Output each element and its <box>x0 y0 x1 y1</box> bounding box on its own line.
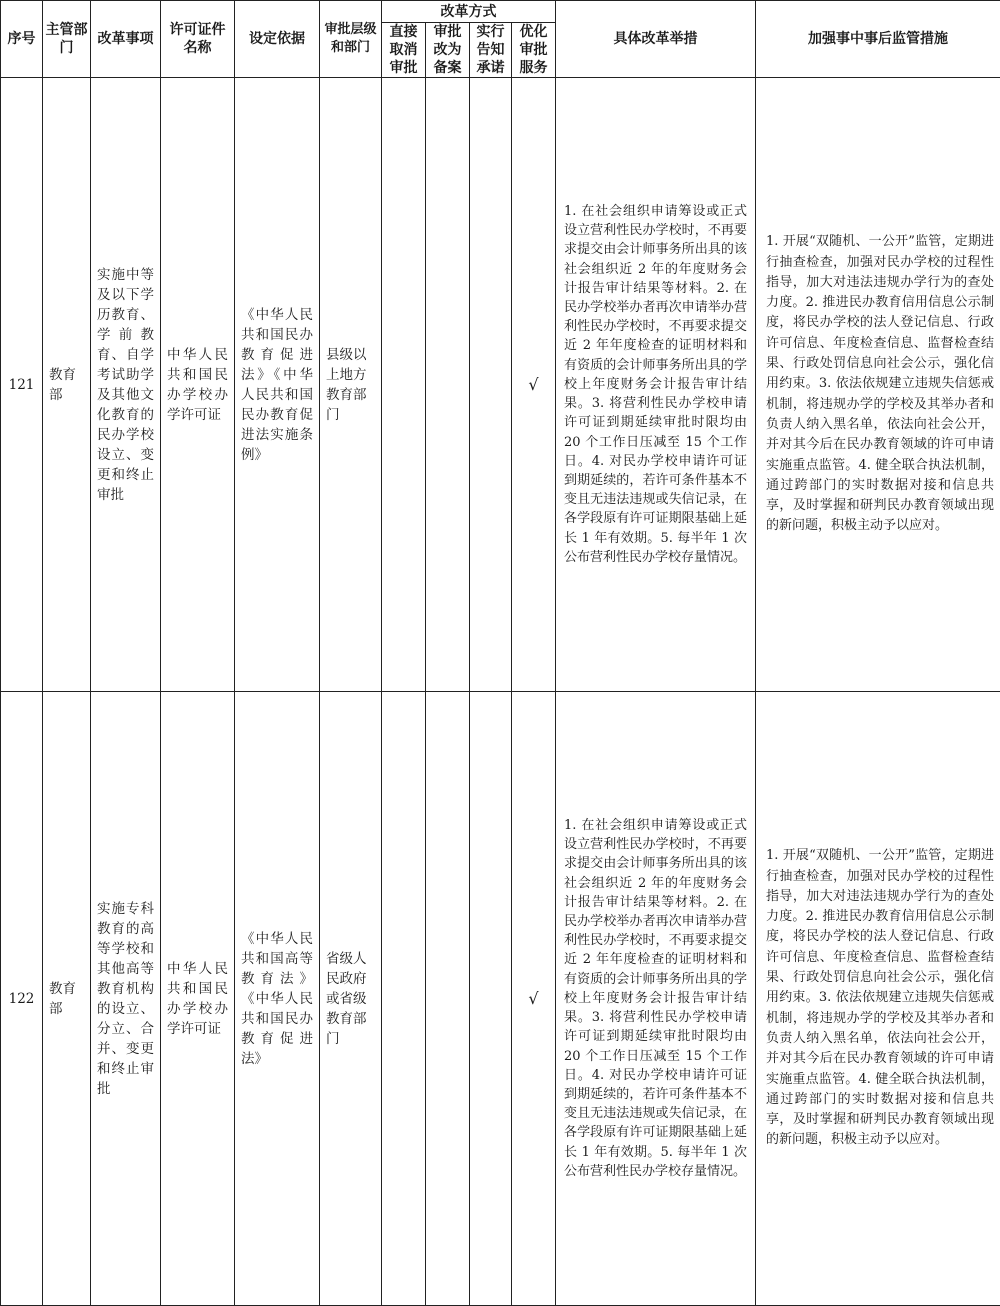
cell-basis: 《中华人民共和国民办教育促进法》《中华人民共和国民办教育促进法实施条例》 <box>235 78 320 692</box>
cell-seq: 122 <box>1 692 43 1306</box>
table-row <box>1 692 1000 1306</box>
header-commit: 实行告知承诺 <box>470 23 512 78</box>
cell-supervision: 1. 开展“双随机、一公开”监管，定期进行抽查检查，加强对民办学校的过程性指导，加大对违法违规办学行为的查处力度。2. 推进民办教育信用信息公示制度，将民办学校的法人登记信息、行政许可信息、年度检查信息、监督检查结果、行政处罚信息向社会公示，强化信用约束。3. 依法依规建立违规失信惩戒机制，将违规办学的学校及其举办者和负责人纳入黑名单，依法向社会公开，并对其今后在民办教育领域的许可申请实施重点监管。4. 健全联合执法机制，通过跨部门的实时数据对接和信息共享，及时掌握和研判民办教育领域出现的新问题，积极主动予以应对。 <box>756 78 1000 692</box>
header-level: 审批层级和部门 <box>320 1 382 78</box>
check-mark-icon: √ <box>512 78 556 692</box>
cell-level: 县级以上地方教育部门 <box>320 78 382 692</box>
header-measures: 具体改革举措 <box>556 1 756 78</box>
cell-item: 实施专科教育的高等学校和其他高等教育机构的设立、分立、合并、变更和终止审批 <box>91 692 161 1306</box>
header-seq: 序号 <box>1 1 43 78</box>
table-row <box>1 78 1000 692</box>
cell-commit <box>470 692 512 1306</box>
cell-measures: 1. 在社会组织申请筹设或正式设立营利性民办学校时，不再要求提交由会计师事务所出具的该社会组织近 2 年的年度财务会计报告审计结果等材料。2. 在民办学校举办者再次申请举办营利性民办学校时，不再要求提交近 2 年年度检查的证明材料和有资质的会计师事务所出具的学校上年度财务会计报告审计结果。3. 将营利性民办学校申请许可证到期延续审批时限均由 20 个工作日压减至 15 个工作日。4. 对民办学校申请许可证到期延续的，若许可条件基本不变且无违法违规或失信记录，在各学段原有许可证期限基础上延长 1 年有效期。5. 每半年 1 次公布营利性民办学校存量情况。 <box>556 78 756 692</box>
header-supervision: 加强事中事后监管措施 <box>756 1 1000 78</box>
header-optimize: 优化审批服务 <box>512 23 556 78</box>
header-dept: 主管部门 <box>43 1 91 78</box>
cell-cancel <box>382 692 426 1306</box>
cell-seq: 121 <box>1 78 43 692</box>
cell-item: 实施中等及以下学历教育、学前教育、自学考试助学及其他文化教育的民办学校设立、变更和终止审批 <box>91 78 161 692</box>
cell-cancel <box>382 78 426 692</box>
cell-level: 省级人民政府或省级教育部门 <box>320 692 382 1306</box>
cell-license: 中华人民共和国民办学校办学许可证 <box>161 692 235 1306</box>
cell-commit <box>470 78 512 692</box>
check-mark-icon: √ <box>512 692 556 1306</box>
header-filing: 审批改为备案 <box>426 23 470 78</box>
cell-filing <box>426 78 470 692</box>
cell-basis: 《中华人民共和国高等教育法》《中华人民共和国民办教育促进法》 <box>235 692 320 1306</box>
cell-dept: 教育部 <box>43 78 91 692</box>
header-license: 许可证件名称 <box>161 1 235 78</box>
header-basis: 设定依据 <box>235 1 320 78</box>
cell-filing <box>426 692 470 1306</box>
header-methods: 改革方式 <box>382 1 556 23</box>
header-item: 改革事项 <box>91 1 161 78</box>
cell-supervision: 1. 开展“双随机、一公开”监管，定期进行抽查检查，加强对民办学校的过程性指导，加大对违法违规办学行为的查处力度。2. 推进民办教育信用信息公示制度，将民办学校的法人登记信息、行政许可信息、年度检查信息、监督检查结果、行政处罚信息向社会公示，强化信用约束。3. 依法依规建立违规失信惩戒机制，将违规办学的学校及其举办者和负责人纳入黑名单，依法向社会公开，并对其今后在民办教育领域的许可申请实施重点监管。4. 健全联合执法机制，通过跨部门的实时数据对接和信息共享，及时掌握和研判民办教育领域出现的新问题，积极主动予以应对。 <box>756 692 1000 1306</box>
header-cancel: 直接取消审批 <box>382 23 426 78</box>
table-header <box>1 1 1000 78</box>
cell-license: 中华人民共和国民办学校办学许可证 <box>161 78 235 692</box>
cell-dept: 教育部 <box>43 692 91 1306</box>
cell-measures: 1. 在社会组织申请筹设或正式设立营利性民办学校时，不再要求提交由会计师事务所出具的该社会组织近 2 年的年度财务会计报告审计结果等材料。2. 在民办学校举办者再次申请举办营利性民办学校时，不再要求提交近 2 年年度检查的证明材料和有资质的会计师事务所出具的学校上年度财务会计报告审计结果。3. 将营利性民办学校申请许可证到期延续审批时限均由 20 个工作日压减至 15 个工作日。4. 对民办学校申请许可证到期延续的，若许可条件基本不变且无违法违规或失信记录，在各学段原有许可证期限基础上延长 1 年有效期。5. 每半年 1 次公布营利性民办学校存量情况。 <box>556 692 756 1306</box>
